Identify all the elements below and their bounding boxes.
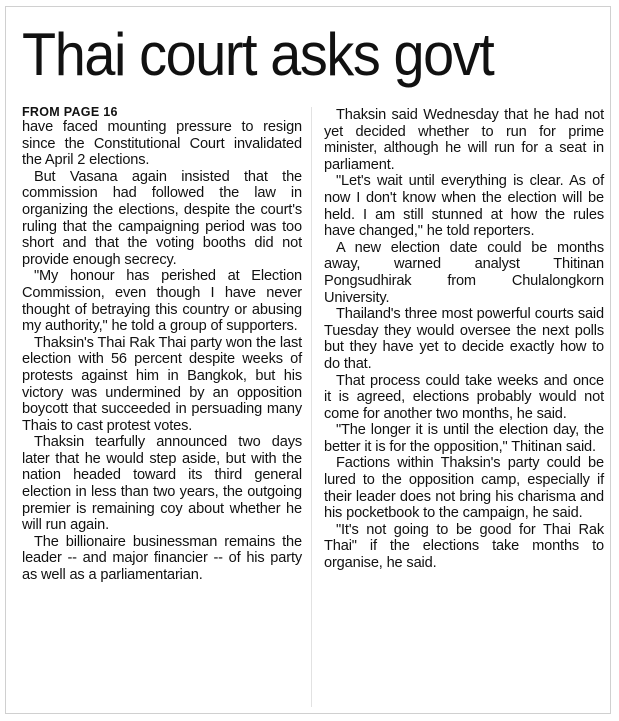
paragraph: "It's not going to be good for Thai Rak Thai" if the elections take months to organise, he said. — [324, 521, 604, 572]
paragraph: have faced mounting pressure to resign since the Constitutional Court invalidated the April 2 elections. — [22, 119, 302, 169]
right-column — [324, 107, 604, 572]
paragraph: But Vasana again insisted that the commission had followed the law in organizing the elections, despite the court's ruling that the campaigning period was too short and that the voting booths did not provide enough secrecy. — [22, 168, 302, 268]
headline: Thai court asks govt — [22, 21, 494, 88]
paragraph: That process could take weeks and once it is agreed, elections probably would not come for another two months, he said. — [324, 372, 604, 422]
paragraph: Thaksin tearfully announced two days later that he would step aside, but with the nation headed toward its third general election in less than two years, the outgoing premier is remaining coy about whether he will run again. — [22, 434, 302, 534]
paragraph: Thaksin said Wednesday that he had not yet decided whether to run for prime minister, although he will run for a seat in parliament. — [324, 107, 604, 173]
paragraph: "Let's wait until everything is clear. As of now I don't know when the election will be held. I am still stunned at how the rules have changed," he told reporters. — [324, 173, 604, 240]
paragraph: Thailand's three most powerful courts said Tuesday they would oversee the next polls but they have yet to decide exactly how to do that. — [324, 306, 604, 372]
paragraph: The billionaire businessman remains the leader -- and major financier -- of his party as well as a parliamentarian. — [22, 533, 302, 584]
paragraph: "The longer it is until the election day, the better it is for the opposition," Thitinan said. — [324, 422, 604, 455]
column-divider — [311, 107, 312, 707]
continuation-kicker: FROM PAGE 16 — [22, 105, 118, 119]
newspaper-clipping — [5, 6, 611, 714]
paragraph: A new election date could be months away, warned analyst Thitinan Pongsudhirak from Chulalongkorn University. — [324, 239, 604, 306]
paragraph: "My honour has perished at Election Commission, even though I have never thought of betraying this country or abusing my authority," he told a group of supporters. — [22, 268, 302, 335]
paragraph: Thaksin's Thai Rak Thai party won the last election with 56 percent despite weeks of protests against him in Bangkok, but his victory was undermined by an opposition boycott that succeeded in persuading many Thais to cast protest votes. — [22, 334, 302, 434]
left-column — [22, 105, 302, 584]
paragraph: Factions within Thaksin's party could be lured to the opposition camp, especially if their leader does not bring his charisma and his pocketbook to the campaign, he said. — [324, 455, 604, 522]
